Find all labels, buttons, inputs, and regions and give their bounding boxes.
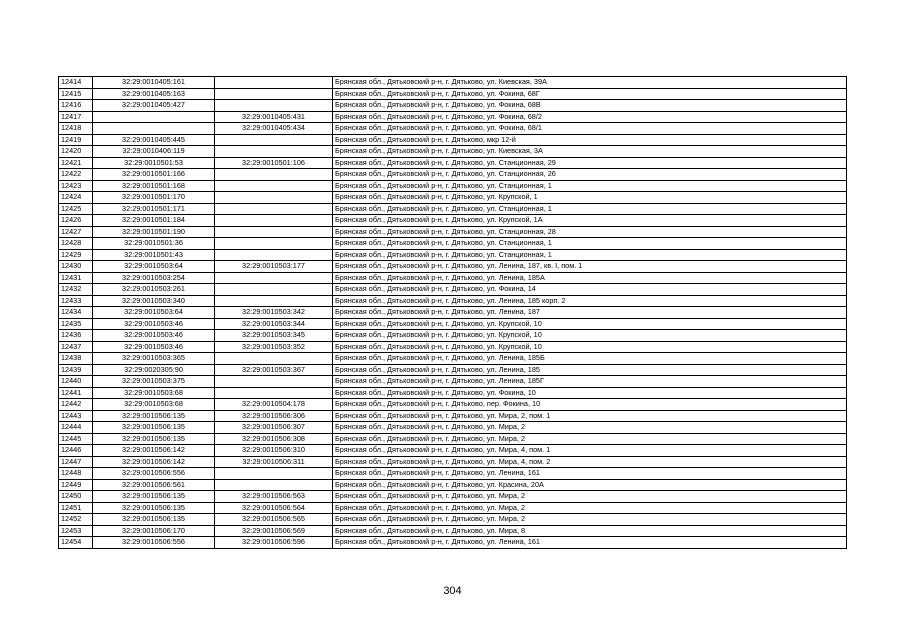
row-number-cell: 12427 bbox=[59, 226, 93, 238]
row-number-cell: 12446 bbox=[59, 445, 93, 457]
row-number-cell: 12430 bbox=[59, 261, 93, 273]
building-number-cell: 32:29:0010504:178 bbox=[215, 399, 333, 411]
land-plot-number-cell: 32:29:0010501:190 bbox=[93, 226, 215, 238]
address-cell: Брянская обл., Дятьковский р-н, г. Дятьково, ул. Ленина, 185 bbox=[333, 364, 847, 376]
building-number-cell bbox=[215, 134, 333, 146]
address-cell: Брянская обл., Дятьковский р-н, г. Дятьково, ул. Ленина, 185Г bbox=[333, 376, 847, 388]
address-cell: Брянская обл., Дятьковский р-н, г. Дятьково, ул. Станционная, 28 bbox=[333, 226, 847, 238]
land-plot-number-cell: 32:29:0010503:46 bbox=[93, 318, 215, 330]
row-number-cell: 12418 bbox=[59, 123, 93, 135]
building-number-cell bbox=[215, 146, 333, 158]
building-number-cell bbox=[215, 295, 333, 307]
table-row bbox=[59, 399, 847, 411]
row-number-cell: 12428 bbox=[59, 238, 93, 250]
row-number-cell: 12431 bbox=[59, 272, 93, 284]
page-number: 304 bbox=[443, 585, 462, 597]
row-number-cell: 12415 bbox=[59, 88, 93, 100]
address-cell: Брянская обл., Дятьковский р-н, г. Дятьково, ул. Фокина, 10 bbox=[333, 387, 847, 399]
address-cell: Брянская обл., Дятьковский р-н, г. Дятьково, ул. Станционная, 1 bbox=[333, 238, 847, 250]
row-number-cell: 12435 bbox=[59, 318, 93, 330]
land-plot-number-cell: 32:29:0010506:135 bbox=[93, 422, 215, 434]
table-row bbox=[59, 307, 847, 319]
building-number-cell: 32:29:0010405:431 bbox=[215, 111, 333, 123]
table-row bbox=[59, 249, 847, 261]
building-number-cell: 32:29:0010503:367 bbox=[215, 364, 333, 376]
building-number-cell bbox=[215, 387, 333, 399]
address-cell: Брянская обл., Дятьковский р-н, г. Дятьково, ул. Крупской, 10 bbox=[333, 318, 847, 330]
building-number-cell: 32:29:0010506:310 bbox=[215, 445, 333, 457]
row-number-cell: 12437 bbox=[59, 341, 93, 353]
land-plot-number-cell: 32:29:0010501:184 bbox=[93, 215, 215, 227]
address-cell: Брянская обл., Дятьковский р-н, г. Дятьково, ул. Крупской, 1 bbox=[333, 192, 847, 204]
address-cell: Брянская обл., Дятьковский р-н, г. Дятьково, ул. Ленина, 161 bbox=[333, 468, 847, 480]
row-number-cell: 12436 bbox=[59, 330, 93, 342]
row-number-cell: 12424 bbox=[59, 192, 93, 204]
building-number-cell bbox=[215, 284, 333, 296]
land-plot-number-cell: 32:29:0010503:46 bbox=[93, 330, 215, 342]
table-row bbox=[59, 284, 847, 296]
building-number-cell bbox=[215, 203, 333, 215]
building-number-cell: 32:29:0010405:434 bbox=[215, 123, 333, 135]
table-row bbox=[59, 180, 847, 192]
address-cell: Брянская обл., Дятьковский р-н, г. Дятьково, ул. Станционная, 1 bbox=[333, 180, 847, 192]
building-number-cell: 32:29:0010506:569 bbox=[215, 525, 333, 537]
row-number-cell: 12423 bbox=[59, 180, 93, 192]
row-number-cell: 12433 bbox=[59, 295, 93, 307]
address-cell: Брянская обл., Дятьковский р-н, г. Дятьково, ул. Станционная, 26 bbox=[333, 169, 847, 181]
land-plot-number-cell: 32:29:0010506:142 bbox=[93, 445, 215, 457]
address-cell: Брянская обл., Дятьковский р-н, г. Дятьково, ул. Крупской, 10 bbox=[333, 341, 847, 353]
row-number-cell: 12445 bbox=[59, 433, 93, 445]
building-number-cell: 32:29:0010503:342 bbox=[215, 307, 333, 319]
row-number-cell: 12454 bbox=[59, 537, 93, 549]
table-row bbox=[59, 203, 847, 215]
table-row bbox=[59, 433, 847, 445]
address-cell: Брянская обл., Дятьковский р-н, г. Дятьково, ул. Мира, 2, пом. 1 bbox=[333, 410, 847, 422]
building-number-cell bbox=[215, 169, 333, 181]
row-number-cell: 12422 bbox=[59, 169, 93, 181]
table-row bbox=[59, 261, 847, 273]
row-number-cell: 12453 bbox=[59, 525, 93, 537]
table-row bbox=[59, 364, 847, 376]
row-number-cell: 12448 bbox=[59, 468, 93, 480]
table-row bbox=[59, 456, 847, 468]
row-number-cell: 12440 bbox=[59, 376, 93, 388]
land-plot-number-cell: 32:29:0010406:119 bbox=[93, 146, 215, 158]
building-number-cell: 32:29:0010506:563 bbox=[215, 491, 333, 503]
address-cell: Брянская обл., Дятьковский р-н, г. Дятьково, ул. Ленина, 185 корп. 2 bbox=[333, 295, 847, 307]
land-plot-number-cell: 32:29:0010501:170 bbox=[93, 192, 215, 204]
table-row bbox=[59, 479, 847, 491]
land-plot-number-cell: 32:29:0010503:46 bbox=[93, 341, 215, 353]
row-number-cell: 12426 bbox=[59, 215, 93, 227]
row-number-cell: 12447 bbox=[59, 456, 93, 468]
address-cell: Брянская обл., Дятьковский р-н, г. Дятьково, ул. Ленина, 185А bbox=[333, 272, 847, 284]
address-cell: Брянская обл., Дятьковский р-н, г. Дятьково, ул. Мира, 2 bbox=[333, 422, 847, 434]
row-number-cell: 12425 bbox=[59, 203, 93, 215]
table-body bbox=[59, 77, 847, 549]
address-cell: Брянская обл., Дятьковский р-н, г. Дятьково, ул. Станционная, 29 bbox=[333, 157, 847, 169]
address-cell: Брянская обл., Дятьковский р-н, г. Дятьково, ул. Киевская, 3А bbox=[333, 146, 847, 158]
land-plot-number-cell: 32:29:0010506:556 bbox=[93, 468, 215, 480]
building-number-cell bbox=[215, 479, 333, 491]
land-plot-number-cell: 32:29:0020305:90 bbox=[93, 364, 215, 376]
land-plot-number-cell: 32:29:0010501:171 bbox=[93, 203, 215, 215]
land-plot-number-cell: 32:29:0010501:43 bbox=[93, 249, 215, 261]
building-number-cell bbox=[215, 215, 333, 227]
land-plot-number-cell: 32:29:0010503:64 bbox=[93, 261, 215, 273]
land-plot-number-cell: 32:29:0010503:68 bbox=[93, 399, 215, 411]
building-number-cell: 32:29:0010503:352 bbox=[215, 341, 333, 353]
address-cell: Брянская обл., Дятьковский р-н, г. Дятьково, ул. Красина, 20А bbox=[333, 479, 847, 491]
land-plot-number-cell: 32:29:0010405:163 bbox=[93, 88, 215, 100]
address-cell: Брянская обл., Дятьковский р-н, г. Дятьково, ул. Ленина, 187, кв. I, пом. 1 bbox=[333, 261, 847, 273]
address-cell: Брянская обл., Дятьковский р-н, г. Дятьково, ул. Ленина, 161 bbox=[333, 537, 847, 549]
table-row bbox=[59, 111, 847, 123]
land-plot-number-cell bbox=[93, 123, 215, 135]
address-cell: Брянская обл., Дятьковский р-н, г. Дятьково, ул. Мира, 2 bbox=[333, 502, 847, 514]
row-number-cell: 12449 bbox=[59, 479, 93, 491]
building-number-cell: 32:29:0010506:596 bbox=[215, 537, 333, 549]
address-cell: Брянская обл., Дятьковский р-н, г. Дятьково, ул. Фокина, 68Г bbox=[333, 88, 847, 100]
table-row bbox=[59, 134, 847, 146]
table-row bbox=[59, 77, 847, 89]
building-number-cell bbox=[215, 249, 333, 261]
table-row bbox=[59, 491, 847, 503]
table-row bbox=[59, 468, 847, 480]
row-number-cell: 12450 bbox=[59, 491, 93, 503]
building-number-cell: 32:29:0010506:307 bbox=[215, 422, 333, 434]
land-plot-number-cell: 32:29:0010405:161 bbox=[93, 77, 215, 89]
table-row bbox=[59, 318, 847, 330]
land-plot-number-cell: 32:29:0010503:68 bbox=[93, 387, 215, 399]
land-plot-number-cell: 32:29:0010405:427 bbox=[93, 100, 215, 112]
land-plot-number-cell: 32:29:0010506:135 bbox=[93, 514, 215, 526]
address-cell: Брянская обл., Дятьковский р-н, г. Дятьково, мкр 12-й bbox=[333, 134, 847, 146]
table-row bbox=[59, 525, 847, 537]
land-plot-number-cell: 32:29:0010501:166 bbox=[93, 169, 215, 181]
land-plot-number-cell: 32:29:0010506:135 bbox=[93, 410, 215, 422]
land-plot-number-cell bbox=[93, 111, 215, 123]
table-row bbox=[59, 123, 847, 135]
building-number-cell: 32:29:0010503:177 bbox=[215, 261, 333, 273]
row-number-cell: 12438 bbox=[59, 353, 93, 365]
address-cell: Брянская обл., Дятьковский р-н, г. Дятьково, ул. Киевская, 39А bbox=[333, 77, 847, 89]
row-number-cell: 12429 bbox=[59, 249, 93, 261]
building-number-cell bbox=[215, 100, 333, 112]
building-number-cell bbox=[215, 180, 333, 192]
address-cell: Брянская обл., Дятьковский р-н, г. Дятьково, ул. Ленина, 185Б bbox=[333, 353, 847, 365]
row-number-cell: 12441 bbox=[59, 387, 93, 399]
row-number-cell: 12434 bbox=[59, 307, 93, 319]
address-cell: Брянская обл., Дятьковский р-н, г. Дятьково, ул. Ленина, 187 bbox=[333, 307, 847, 319]
building-number-cell: 32:29:0010506:308 bbox=[215, 433, 333, 445]
row-number-cell: 12432 bbox=[59, 284, 93, 296]
table-row bbox=[59, 272, 847, 284]
row-number-cell: 12452 bbox=[59, 514, 93, 526]
land-plot-number-cell: 32:29:0010501:168 bbox=[93, 180, 215, 192]
building-number-cell bbox=[215, 226, 333, 238]
table-row bbox=[59, 445, 847, 457]
row-number-cell: 12444 bbox=[59, 422, 93, 434]
address-cell: Брянская обл., Дятьковский р-н, г. Дятьково, ул. Фокина, 14 bbox=[333, 284, 847, 296]
land-plot-number-cell: 32:29:0010506:135 bbox=[93, 502, 215, 514]
row-number-cell: 12420 bbox=[59, 146, 93, 158]
building-number-cell bbox=[215, 468, 333, 480]
address-cell: Брянская обл., Дятьковский р-н, г. Дятьково, ул. Фокина, 68/1 bbox=[333, 123, 847, 135]
address-cell: Брянская обл., Дятьковский р-н, г. Дятьково, ул. Станционная, 1 bbox=[333, 249, 847, 261]
building-number-cell bbox=[215, 376, 333, 388]
land-plot-number-cell: 32:29:0010506:561 bbox=[93, 479, 215, 491]
table-row bbox=[59, 295, 847, 307]
building-number-cell: 32:29:0010503:344 bbox=[215, 318, 333, 330]
address-cell: Брянская обл., Дятьковский р-н, г. Дятьково, ул. Мира, 2 bbox=[333, 491, 847, 503]
building-number-cell: 32:29:0010506:565 bbox=[215, 514, 333, 526]
building-number-cell bbox=[215, 88, 333, 100]
table-row bbox=[59, 387, 847, 399]
land-plot-number-cell: 32:29:0010506:142 bbox=[93, 456, 215, 468]
table-row bbox=[59, 537, 847, 549]
land-plot-number-cell: 32:29:0010503:340 bbox=[93, 295, 215, 307]
building-number-cell: 32:29:0010501:106 bbox=[215, 157, 333, 169]
address-cell: Брянская обл., Дятьковский р-н, г. Дятьково, пер. Фокина, 10 bbox=[333, 399, 847, 411]
table-row bbox=[59, 514, 847, 526]
address-cell: Брянская обл., Дятьковский р-н, г. Дятьково, ул. Мира, 2 bbox=[333, 514, 847, 526]
address-cell: Брянская обл., Дятьковский р-н, г. Дятьково, ул. Мира, 2 bbox=[333, 433, 847, 445]
table-row bbox=[59, 146, 847, 158]
table-row bbox=[59, 502, 847, 514]
address-cell: Брянская обл., Дятьковский р-н, г. Дятьково, ул. Фокина, 68/2 bbox=[333, 111, 847, 123]
table-row bbox=[59, 353, 847, 365]
table-row bbox=[59, 169, 847, 181]
table-row bbox=[59, 88, 847, 100]
land-plot-number-cell: 32:29:0010405:445 bbox=[93, 134, 215, 146]
table-row bbox=[59, 192, 847, 204]
land-plot-number-cell: 32:29:0010506:170 bbox=[93, 525, 215, 537]
table-row bbox=[59, 376, 847, 388]
row-number-cell: 12439 bbox=[59, 364, 93, 376]
address-cell: Брянская обл., Дятьковский р-н, г. Дятьково, ул. Фокина, 68В bbox=[333, 100, 847, 112]
building-number-cell bbox=[215, 192, 333, 204]
building-number-cell: 32:29:0010506:311 bbox=[215, 456, 333, 468]
cadastral-registry-table bbox=[58, 76, 847, 549]
building-number-cell bbox=[215, 353, 333, 365]
row-number-cell: 12416 bbox=[59, 100, 93, 112]
land-plot-number-cell: 32:29:0010503:64 bbox=[93, 307, 215, 319]
table-row bbox=[59, 410, 847, 422]
land-plot-number-cell: 32:29:0010503:261 bbox=[93, 284, 215, 296]
table-row bbox=[59, 215, 847, 227]
row-number-cell: 12417 bbox=[59, 111, 93, 123]
row-number-cell: 12443 bbox=[59, 410, 93, 422]
address-cell: Брянская обл., Дятьковский р-н, г. Дятьково, ул. Станционная, 1 bbox=[333, 203, 847, 215]
row-number-cell: 12419 bbox=[59, 134, 93, 146]
row-number-cell: 12451 bbox=[59, 502, 93, 514]
land-plot-number-cell: 32:29:0010506:135 bbox=[93, 491, 215, 503]
land-plot-number-cell: 32:29:0010501:36 bbox=[93, 238, 215, 250]
building-number-cell: 32:29:0010506:564 bbox=[215, 502, 333, 514]
table-row bbox=[59, 100, 847, 112]
row-number-cell: 12421 bbox=[59, 157, 93, 169]
row-number-cell: 12414 bbox=[59, 77, 93, 89]
address-cell: Брянская обл., Дятьковский р-н, г. Дятьково, ул. Мира, 8 bbox=[333, 525, 847, 537]
address-cell: Брянская обл., Дятьковский р-н, г. Дятьково, ул. Мира, 4, пом. 2 bbox=[333, 456, 847, 468]
address-cell: Брянская обл., Дятьковский р-н, г. Дятьково, ул. Крупской, 10 bbox=[333, 330, 847, 342]
land-plot-number-cell: 32:29:0010503:375 bbox=[93, 376, 215, 388]
land-plot-number-cell: 32:29:0010506:556 bbox=[93, 537, 215, 549]
table-row bbox=[59, 157, 847, 169]
building-number-cell bbox=[215, 77, 333, 89]
row-number-cell: 12442 bbox=[59, 399, 93, 411]
land-plot-number-cell: 32:29:0010506:135 bbox=[93, 433, 215, 445]
building-number-cell bbox=[215, 238, 333, 250]
building-number-cell: 32:29:0010506:306 bbox=[215, 410, 333, 422]
table-row bbox=[59, 330, 847, 342]
table-row bbox=[59, 226, 847, 238]
table-row bbox=[59, 238, 847, 250]
land-plot-number-cell: 32:29:0010503:365 bbox=[93, 353, 215, 365]
table-row bbox=[59, 422, 847, 434]
address-cell: Брянская обл., Дятьковский р-н, г. Дятьково, ул. Мира, 4, пом. 1 bbox=[333, 445, 847, 457]
table-row bbox=[59, 341, 847, 353]
building-number-cell bbox=[215, 272, 333, 284]
land-plot-number-cell: 32:29:0010503:254 bbox=[93, 272, 215, 284]
land-plot-number-cell: 32:29:0010501:53 bbox=[93, 157, 215, 169]
building-number-cell: 32:29:0010503:345 bbox=[215, 330, 333, 342]
address-cell: Брянская обл., Дятьковский р-н, г. Дятьково, ул. Крупской, 1А bbox=[333, 215, 847, 227]
